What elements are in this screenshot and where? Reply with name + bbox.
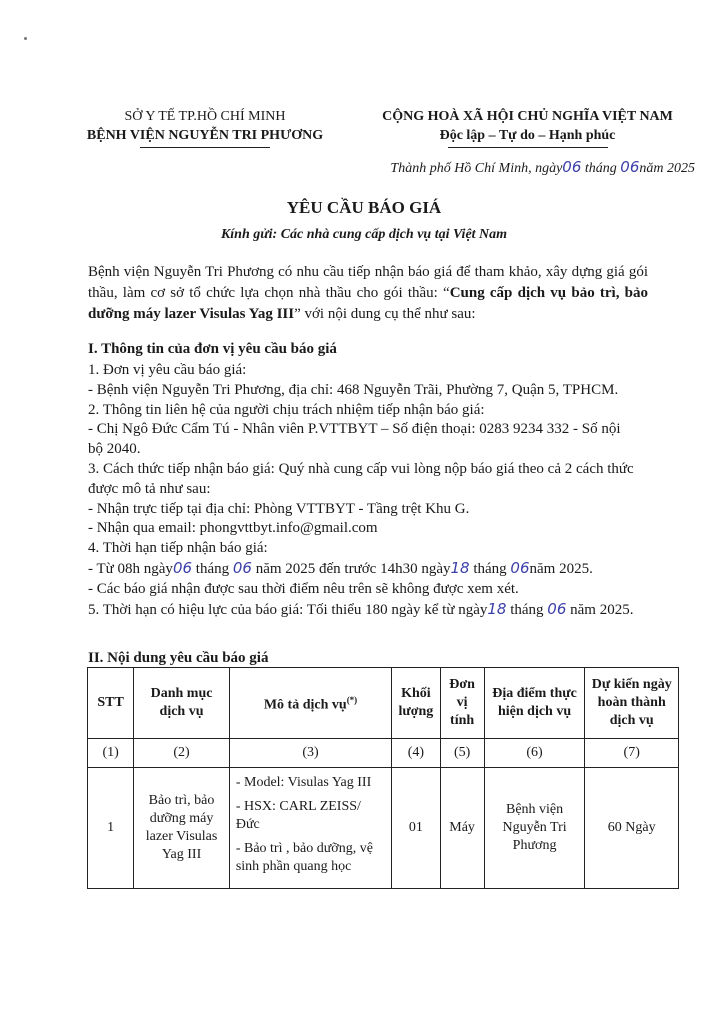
quotation-table: [87, 667, 679, 889]
scan-speck: [24, 37, 27, 40]
deadline-text: năm 2025.: [529, 560, 593, 577]
section1-body: [88, 361, 653, 620]
section1-line: 2. Thông tin liên hệ của người chịu trách nhiệm tiếp nhận báo giá:: [88, 401, 485, 418]
col-header-unit: Đơn vị tính: [440, 668, 484, 739]
section1-line: 3. Cách thức tiếp nhận báo giá: Quý nhà cung cấp vui lòng nộp báo giá theo cả 2 cách thức: [88, 460, 634, 477]
section1-line: - Bệnh viện Nguyễn Tri Phương, địa chỉ: 468 Nguyễn Trãi, Phường 7, Quận 5, TPHCM.: [88, 381, 619, 398]
section1-line: - Nhận trực tiếp tại địa chỉ: Phòng VTTBYT - Tầng trệt Khu G.: [88, 500, 470, 517]
col-header-completion: Dự kiến ngày hoàn thành dịch vụ: [585, 668, 679, 739]
contact-email: - Nhận qua email: phongvttbyt.info@gmail.com: [88, 520, 378, 537]
national-motto: Độc lập – Tự do – Hạnh phúc: [439, 128, 616, 143]
col-number: (2): [134, 739, 230, 768]
deadline-text: tháng: [473, 560, 507, 577]
national-header: [355, 107, 700, 148]
table-number-row: [88, 739, 679, 768]
deadline-text: - Từ 08h ngày: [88, 560, 173, 577]
table-row: [88, 768, 679, 889]
row-description: [229, 768, 391, 889]
intro-text-after: ” với nội dung cụ thể như sau:: [294, 306, 476, 322]
col-number: (6): [484, 739, 585, 768]
handwritten-end-month: 06: [510, 558, 530, 577]
agency-name: SỞ Y TẾ TP.HỒ CHÍ MINH: [124, 109, 286, 124]
section1-heading: I. Thông tin của đơn vị yêu cầu báo giá: [88, 341, 337, 357]
handwritten-start-day: 06: [172, 558, 193, 577]
col-number: (3): [229, 739, 391, 768]
validity-line: [88, 600, 653, 621]
intro-text-before: Bệnh viện Nguyễn Tri Phương có nhu cầu tiếp nhận báo giá để tham khảo, xây dựng giá gói thầu, làm cơ sở tổ chức lựa chọn nhà thầu cho gói thầu: “: [88, 264, 648, 301]
col-header-description: Mô tả dịch vụ(*): [229, 668, 391, 739]
description-line: - HSX: CARL ZEISS/ Đức: [235, 799, 361, 832]
col-number: (7): [585, 739, 679, 768]
late-note: - Các báo giá nhận được sau thời điểm nêu trên sẽ không được xem xét.: [88, 580, 519, 597]
section2-heading: II. Nội dung yêu cầu báo giá: [88, 650, 269, 666]
date-line: [355, 158, 695, 177]
row-quantity: 01: [392, 768, 440, 889]
description-line: - Model: Visulas Yag III: [235, 775, 372, 790]
handwritten-start-month: 06: [232, 558, 252, 577]
hospital-name: BỆNH VIỆN NGUYỄN TRI PHƯƠNG: [86, 128, 324, 143]
handwritten-validity-month: 06: [547, 599, 567, 618]
document-title: YÊU CẦU BÁO GIÁ: [286, 198, 442, 217]
row-stt: 1: [88, 768, 134, 889]
section1-line: được mô tả như sau:: [88, 480, 211, 497]
deadline-line: [88, 559, 653, 580]
col-header-stt: STT: [88, 668, 134, 739]
row-service: Bảo trì, bảo dưỡng máy lazer Visulas Yag III: [134, 768, 230, 889]
validity-text: năm 2025.: [570, 601, 634, 618]
col-header-location: Địa điểm thực hiện dịch vụ: [484, 668, 585, 739]
row-unit: Máy: [440, 768, 484, 889]
agency-header: [60, 107, 350, 148]
col-header-quantity: Khối lượng: [392, 668, 440, 739]
handwritten-end-day: 18: [450, 558, 470, 577]
col-header-service: Danh mục dịch vụ: [134, 668, 230, 739]
handwritten-month: 06: [620, 158, 640, 176]
date-prefix: Thành phố Hồ Chí Minh, ngày: [390, 161, 563, 176]
deadline-text: năm 2025 đến trước 14h30 ngày: [255, 560, 451, 577]
section1-line: - Chị Ngô Đức Cẩm Tú - Nhân viên P.VTTBYT – Số điện thoại: 0283 9234 332 - Số nội: [88, 421, 621, 438]
row-location: Bệnh viện Nguyễn Tri Phương: [484, 768, 585, 889]
handwritten-day: 06: [562, 158, 582, 176]
table-header-row: [88, 668, 679, 739]
description-line: - Bảo trì , bảo dưỡng, vệ sinh phần quang học: [235, 841, 373, 874]
document-recipient: Kính gửi: Các nhà cung cấp dịch vụ tại Việt Nam: [220, 227, 508, 242]
col-number: (1): [88, 739, 134, 768]
intro-paragraph: [88, 262, 648, 325]
col-number: (5): [440, 739, 484, 768]
national-title: CỘNG HOÀ XÃ HỘI CHỦ NGHĨA VIỆT NAM: [382, 109, 673, 124]
section1-line: bộ 2040.: [88, 441, 141, 458]
header-underline: [140, 147, 270, 148]
row-completion: 60 Ngày: [585, 768, 679, 889]
motto-underline: [448, 147, 608, 148]
section1-line: 1. Đơn vị yêu cầu báo giá:: [88, 362, 247, 378]
col-number: (4): [392, 739, 440, 768]
section1-line: 4. Thời hạn tiếp nhận báo giá:: [88, 540, 268, 557]
intro-package-name: Cung cấp dịch vụ bảo trì, bảo dưỡng máy lazer Visulas Yag III: [88, 285, 648, 322]
date-suffix: năm 2025: [639, 161, 695, 176]
date-month-label: tháng: [584, 161, 617, 176]
validity-text: tháng: [510, 601, 544, 618]
validity-text: 5. Thời hạn có hiệu lực của báo giá: Tối thiểu 180 ngày kể từ ngày: [88, 601, 488, 618]
deadline-text: tháng: [195, 560, 230, 577]
handwritten-validity-day: 18: [487, 599, 507, 618]
